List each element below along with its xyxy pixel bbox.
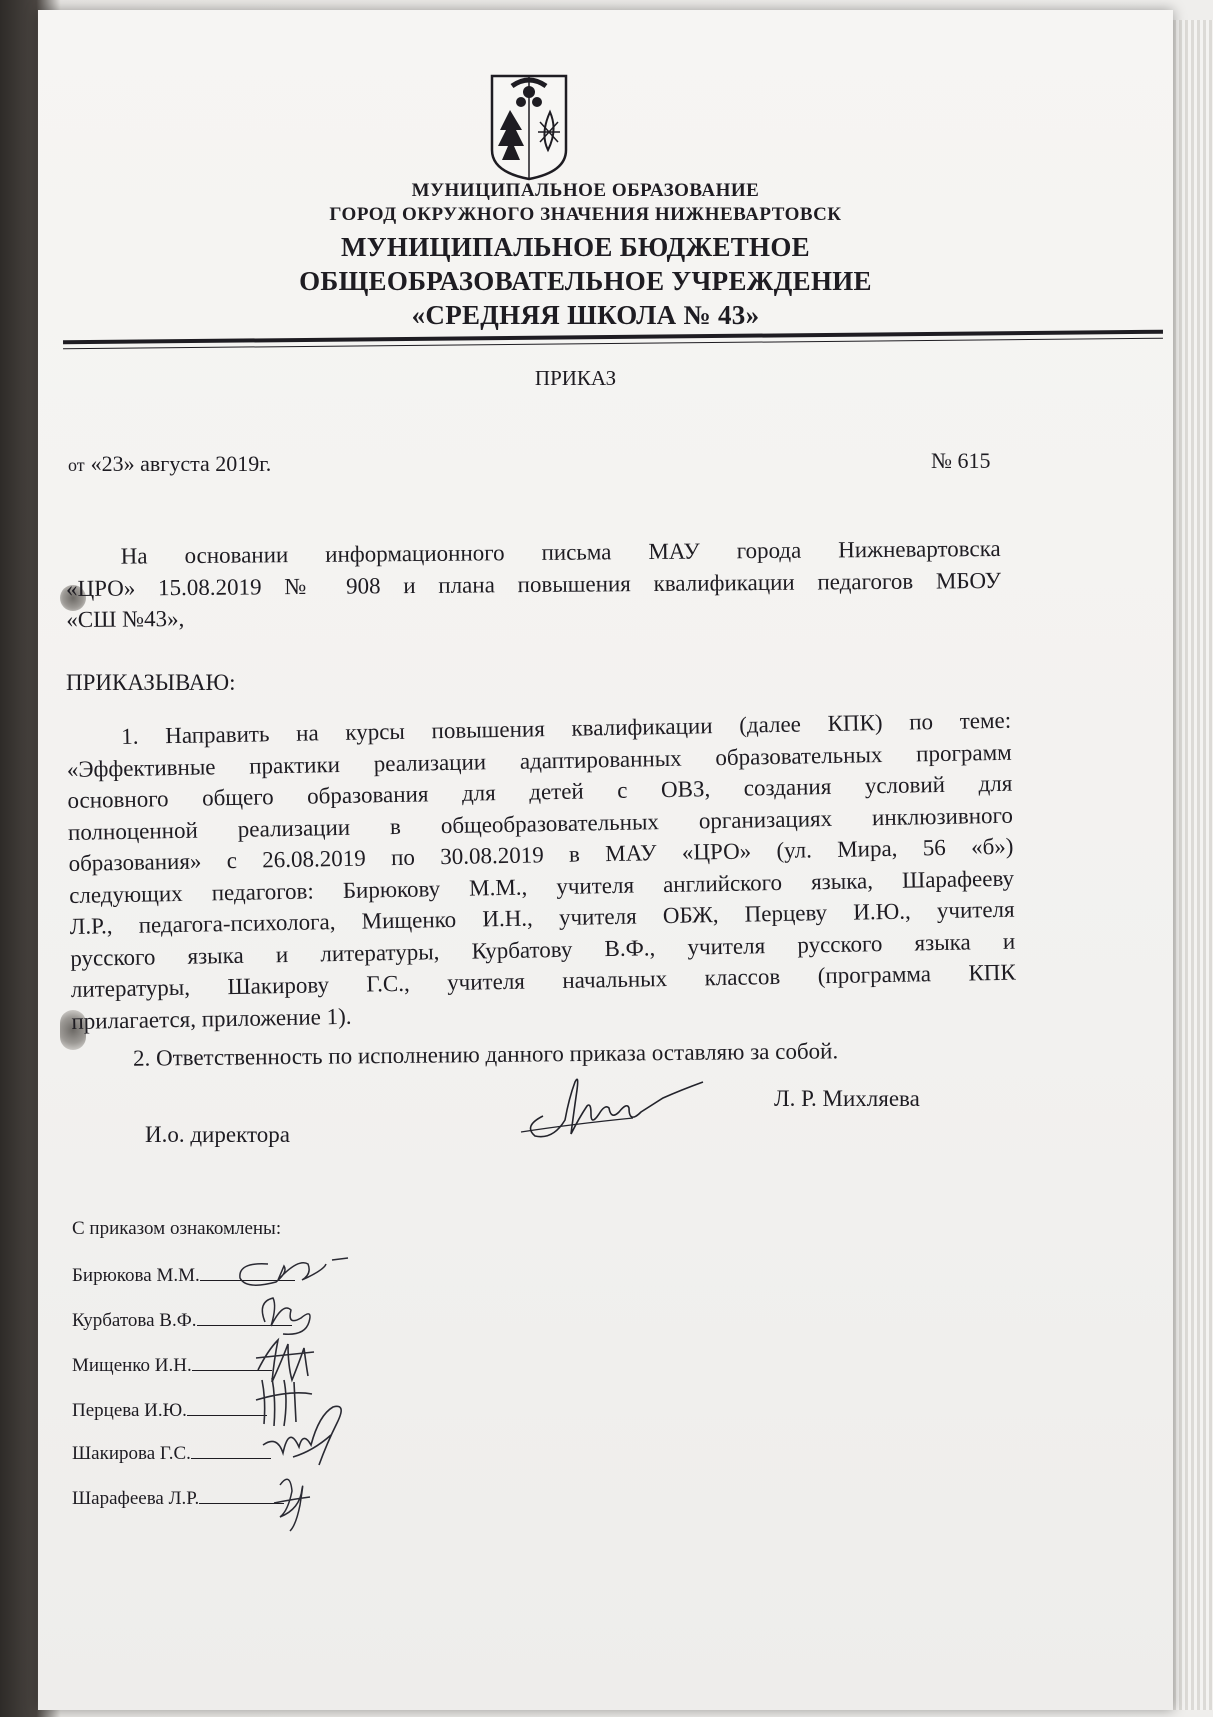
order-item-2: 2. Ответственность по исполнению данного приказа оставляю за собой.: [132, 1038, 839, 1071]
item-line: литературы, Шакирову Г.С., учителя начальных классов (программа КПК: [70, 959, 1016, 1002]
item-line: образования» с 26.08.2019 по 30.08.2019 в МАУ «ЦРО» (ул. Мира, 56 «б»): [68, 833, 1014, 876]
item-line: следующих педагогов: Бирюкову М.М., учителя английского языка, Шарафееву: [68, 865, 1015, 908]
signature-shakirova: [253, 1395, 363, 1475]
item-line: Л.Р., педагога-психолога, Мищенко И.Н., учителя ОБЖ, Перцеву И.Ю., учителя: [69, 896, 1015, 939]
item-line: «Эффективные практики реализации адаптированных образовательных программ: [66, 739, 1012, 782]
ack-row: [72, 1443, 271, 1465]
document-page: [38, 10, 1173, 1710]
preamble: [66, 533, 1002, 636]
ack-name: Шакирова Г.С.: [72, 1443, 191, 1464]
order-number: № 615: [931, 448, 991, 473]
signature-birukova: [228, 1250, 358, 1295]
header-municipality: МУНИЦИПАЛЬНОЕ ОБРАЗОВАНИЕ: [411, 180, 760, 201]
acknowledgement-title: С приказом ознакомлены:: [72, 1218, 282, 1239]
signatory-title: И.о. директора: [145, 1122, 290, 1147]
item-line: полноценной реализации в общеобразовательных организациях инклюзивного: [67, 802, 1014, 845]
ack-row: [72, 1488, 284, 1510]
preamble-line: На основании информационного письма МАУ города Нижневартовска: [120, 535, 1001, 569]
item-line: прилагается, приложение 1).: [71, 1003, 352, 1034]
ack-name: Шарафеева Л.Р.: [72, 1488, 200, 1509]
date-prefix: от: [68, 455, 85, 475]
header-school-kind: ОБЩЕОБРАЗОВАТЕЛЬНОЕ УЧРЕЖДЕНИЕ: [299, 266, 872, 296]
ack-name: Курбатова В.Ф.: [72, 1310, 197, 1331]
city-coat-of-arms-icon: [488, 72, 570, 182]
header-city: ГОРОД ОКРУЖНОГО ЗНАЧЕНИЯ НИЖНЕВАРТОВСК: [329, 204, 842, 225]
order-word: ПРИКАЗЫВАЮ:: [66, 670, 236, 695]
document-type: ПРИКАЗ: [534, 366, 617, 390]
header-school-name: «СРЕДНЯЯ ШКОЛА № 43»: [411, 300, 760, 330]
item-line: основного общего образования для детей с ОВЗ, создания условий для: [67, 770, 1013, 813]
preamble-line: «ЦРО» 15.08.2019 № 908 и плана повышения квалификации педагогов МБОУ: [65, 567, 1002, 601]
item-line: русского языка и литературы, Курбатову В.Ф., учителя русского языка и: [70, 928, 1016, 971]
ack-name: Мищенко И.Н.: [72, 1355, 192, 1376]
item-line: 1. Направить на курсы повышения квалификации (далее КПК) по теме:: [121, 707, 1012, 749]
signature-sharafeeva: [260, 1465, 330, 1535]
order-date: [68, 451, 271, 477]
signatory-name: Л. Р. Михляева: [774, 1086, 920, 1111]
header-school-type: МУНИЦИПАЛЬНОЕ БЮДЖЕТНОЕ: [341, 232, 810, 262]
order-item-1: [66, 705, 1017, 1037]
ack-name: Бирюкова М.М.: [72, 1265, 200, 1286]
ack-row: [72, 1400, 267, 1422]
date-value: «23» августа 2019г.: [90, 451, 272, 476]
director-signature: [513, 1068, 713, 1148]
paper-stack-edge: [1173, 20, 1213, 1710]
preamble-line: «СШ №43»,: [66, 606, 185, 633]
ack-name: Перцева И.Ю.: [72, 1400, 187, 1421]
ack-row: [72, 1355, 272, 1377]
